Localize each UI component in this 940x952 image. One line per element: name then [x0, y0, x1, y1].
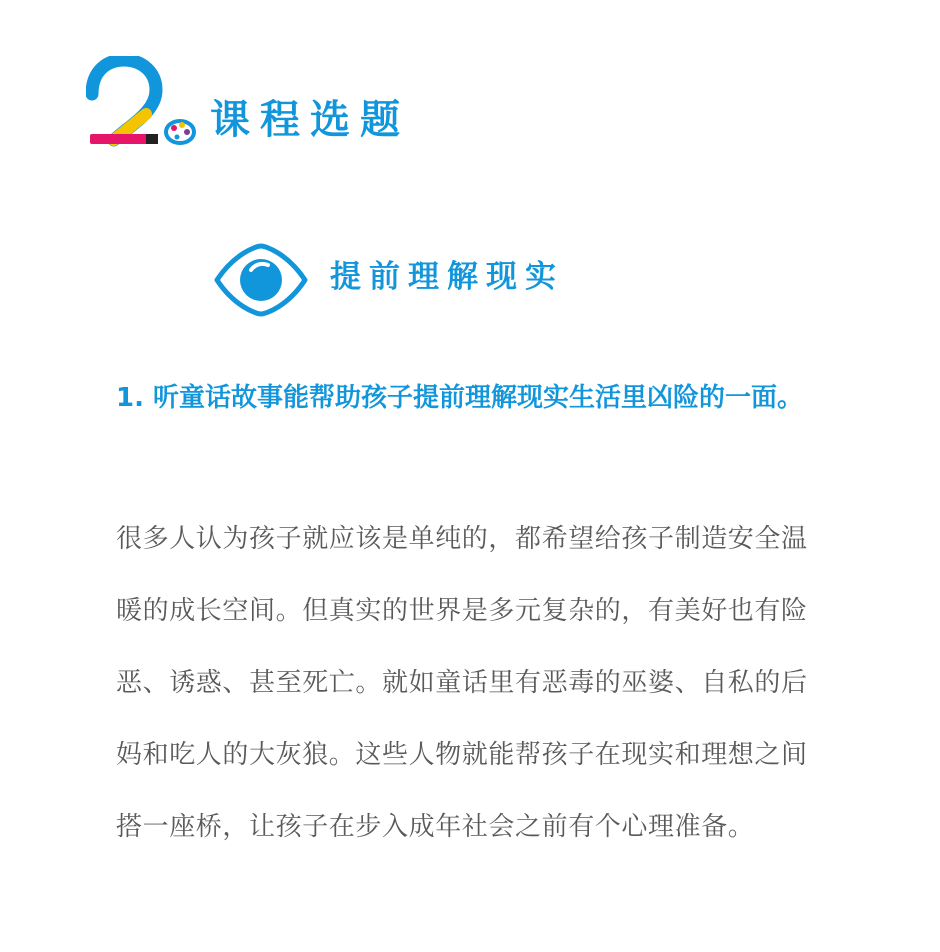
eye-icon: [212, 240, 310, 320]
body-paragraph: 很多人认为孩子就应该是单纯的，都希望给孩子制造安全温暖的成长空间。但真实的世界是多元复杂的，有美好也有险恶、诱惑、甚至死亡。就如童话里有恶毒的巫婆、自私的后妈和吃人的大灰狼。这些人物就能帮孩子在现实和理想之间搭一座桥，让孩子在步入成年社会之前有个心理准备。: [116, 524, 808, 842]
number-2-palette-logo: [86, 56, 206, 156]
subheading-text: 提前理解现实: [330, 259, 564, 295]
section-title: 课程选题: [210, 97, 410, 143]
section-header: [86, 56, 506, 156]
point-heading: 1. 听童话故事能帮助孩子提前理解现实生活里凶险的一面。: [116, 383, 804, 413]
subheading: [212, 240, 632, 320]
